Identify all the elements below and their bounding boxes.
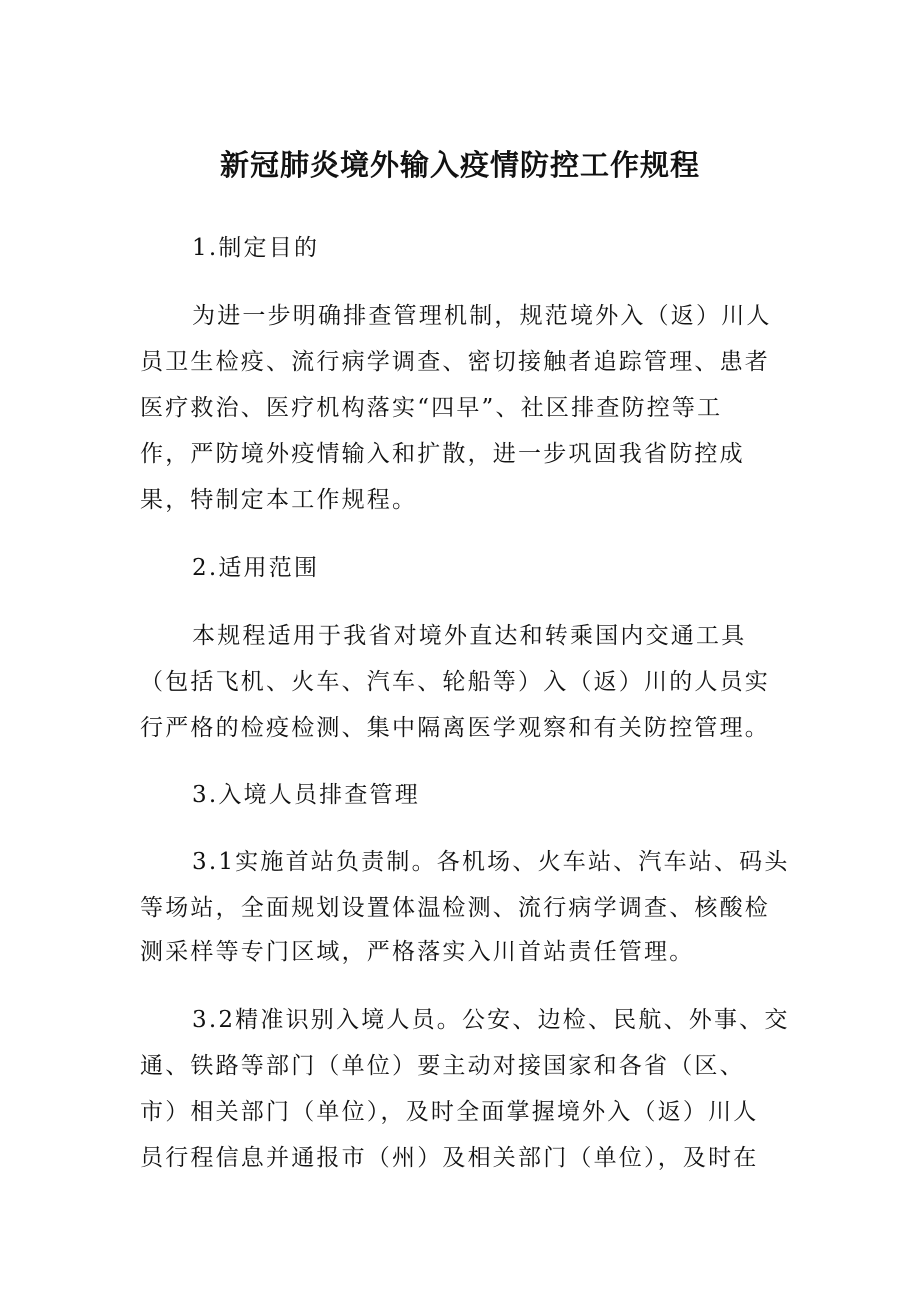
paragraph-line: 本规程适用于我省对境外直达和转乘国内交通工具 bbox=[192, 623, 747, 649]
paragraph-line: 员行程信息并通报市（州）及相关部门（单位），及时在 bbox=[140, 1145, 759, 1171]
paragraph-line: 等场站，全面规划设置体温检测、流行病学调查、核酸检 bbox=[140, 895, 770, 921]
section-heading: 1.制定目的 bbox=[192, 235, 320, 261]
paragraph-line: 测采样等专门区域，严格落实入川首站责任管理。 bbox=[140, 939, 695, 965]
paragraph-line: 果，特制定本工作规程。 bbox=[140, 487, 418, 513]
paragraph-line: 3.2精准识别入境人员。公安、边检、民航、外事、交 bbox=[192, 1007, 790, 1033]
section-heading: 2.适用范围 bbox=[192, 555, 320, 581]
document-title: 新冠肺炎境外输入疫情防控工作规程 bbox=[219, 148, 700, 182]
paragraph-line: （包括飞机、火车、汽车、轮船等）入（返）川的人员实 bbox=[140, 669, 770, 695]
section-heading: 3.入境人员排查管理 bbox=[192, 782, 420, 808]
paragraph-line: 市）相关部门（单位），及时全面掌握境外入（返）川人 bbox=[140, 1099, 759, 1125]
paragraph-line: 医疗救治、医疗机构落实“四早”、社区排查防控等工 bbox=[140, 395, 723, 421]
paragraph-line: 员卫生检疫、流行病学调查、密切接触者追踪管理、患者 bbox=[140, 349, 770, 375]
paragraph-line: 为进一步明确排查管理机制，规范境外入（返）川人 bbox=[192, 303, 772, 329]
paragraph-line: 行严格的检疫检测、集中隔离医学观察和有关防控管理。 bbox=[140, 715, 770, 741]
paragraph-line: 作，严防境外疫情输入和扩散，进一步巩固我省防控成 bbox=[140, 441, 745, 467]
paragraph-line: 通、铁路等部门（单位）要主动对接国家和各省（区、 bbox=[140, 1053, 745, 1079]
paragraph-line: 3.1实施首站负责制。各机场、火车站、汽车站、码头 bbox=[192, 849, 790, 875]
